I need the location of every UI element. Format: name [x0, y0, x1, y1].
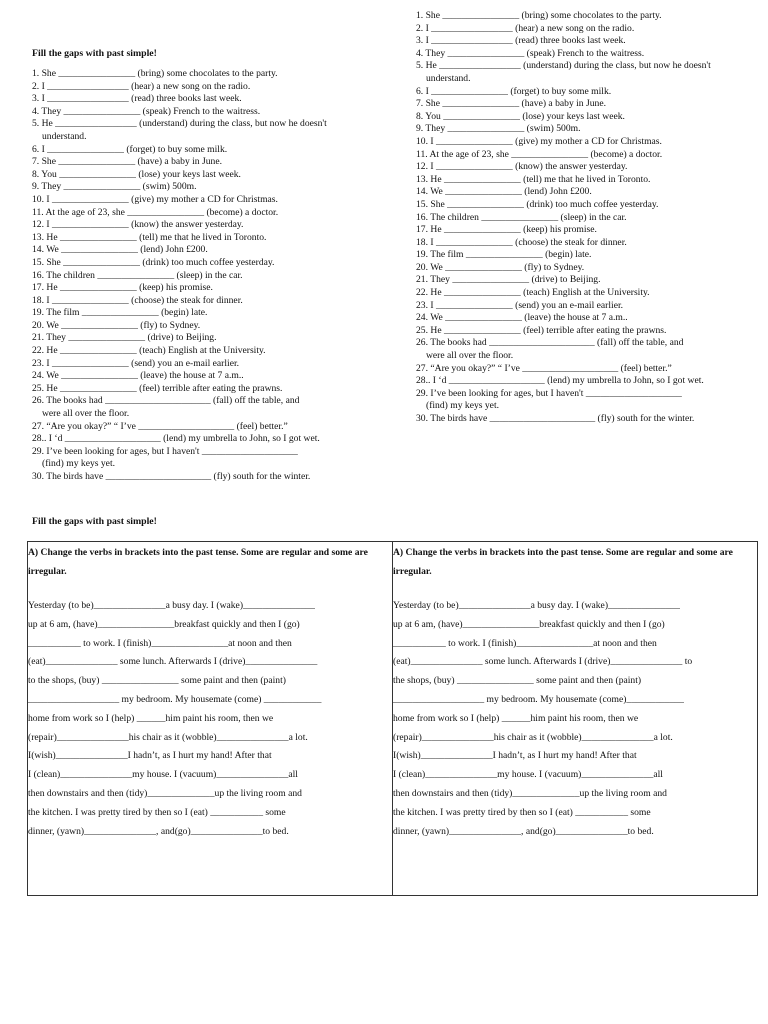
exercise-line: 23. I ________________ (send) you an e-mail earlier.: [416, 299, 624, 311]
exercise-line: 6. I ________________ (forget) to buy some milk.: [32, 143, 228, 155]
exercise-line: 10. I ________________ (give) my mother a CD for Christmas.: [32, 193, 278, 205]
story-line: I(wish)_______________I hadn’t, as I hurt my hand! After that: [28, 750, 272, 762]
exercise-line: 29. I’ve been looking for ages, but I haven't ____________________: [32, 445, 298, 457]
story-line: home from work so I (help) ______him paint his room, then we: [28, 712, 274, 724]
exercise-cell-left: [28, 542, 392, 895]
exercise-line: 9. They ________________ (swim) 500m.: [32, 181, 197, 193]
exercise-item: [416, 60, 766, 85]
exercise-line: 4. They ________________ (speak) French to the waitress.: [416, 47, 645, 59]
exercise-instructions: A) Change the verbs in brackets into the past tense. Some are regular and some are irregular.: [393, 547, 733, 577]
exercise-item: [416, 149, 766, 162]
exercise-box: [27, 541, 758, 896]
exercise-item: [416, 161, 766, 174]
exercise-line: 13. He ________________ (tell) me that he lived in Toronto.: [416, 173, 651, 185]
exercise-item: [416, 337, 766, 362]
exercise-line: 22. He ________________ (teach) English at the University.: [32, 345, 266, 357]
exercise-item: [416, 325, 766, 338]
exercise-item: [416, 249, 766, 262]
story-line: (eat)_______________ some lunch. Afterwards I (drive)_______________ to: [393, 656, 693, 668]
exercise-line: 8. You ________________ (lose) your keys last week.: [416, 110, 625, 122]
exercise-item: [416, 48, 766, 61]
exercise-item: [32, 169, 384, 182]
exercise-item: [32, 244, 384, 257]
exercise-line: 14. We ________________ (lend) John £200.: [32, 244, 208, 256]
exercise-item: [416, 388, 766, 413]
exercise-line-continued: (find) my keys yet.: [42, 458, 116, 470]
exercise-line-continued: were all over the floor.: [426, 350, 514, 362]
exercise-item: [416, 212, 766, 225]
exercise-item: [32, 446, 384, 471]
story-line: home from work so I (help) ______him paint his room, then we: [393, 712, 639, 724]
exercise-item: [416, 86, 766, 99]
exercise-line: 25. He ________________ (feel) terrible after eating the prawns.: [416, 324, 667, 336]
exercise-line: 25. He ________________ (feel) terrible after eating the prawns.: [32, 382, 283, 394]
exercise-line: 12. I ________________ (know) the answer yesterday.: [32, 219, 244, 231]
exercise-line: 27. “Are you okay?” “ I’ve ____________________ (feel) better.”: [32, 420, 288, 432]
exercise-line: 26. The books had ______________________ (fall) off the table, and: [32, 395, 300, 407]
exercise-line: 3. I _________________ (read) three books last week.: [32, 93, 242, 105]
story-line: the shops, (buy) ________________ some paint and then (paint): [393, 675, 642, 687]
exercise-item: [32, 257, 384, 270]
exercise-item: [32, 144, 384, 157]
exercise-cell-right: [392, 542, 757, 895]
exercise-text: [28, 597, 392, 841]
exercise-item: [416, 262, 766, 275]
story-line: dinner, (yawn)_______________, and(go)_______________to bed.: [28, 825, 289, 837]
story-line: then downstairs and then (tidy)______________up the living room and: [393, 787, 667, 799]
exercise-item: [32, 295, 384, 308]
exercise-item: [416, 10, 766, 23]
exercise-item: [32, 395, 384, 420]
exercise-item: [416, 312, 766, 325]
exercise-item: [32, 320, 384, 333]
exercise-item: [416, 23, 766, 36]
exercise-item: [32, 181, 384, 194]
exercise-line: 4. They ________________ (speak) French to the waitress.: [32, 105, 261, 117]
exercise-line-continued: understand.: [426, 72, 471, 84]
exercise-line: 10. I ________________ (give) my mother a CD for Christmas.: [416, 135, 662, 147]
exercise-line: 30. The birds have ______________________ (fly) south for the winter.: [416, 413, 695, 424]
exercise-line: 24. We ________________ (leave) the house at 7 a.m..: [32, 370, 244, 382]
exercise-line: 11. At the age of 23, she ________________ (become) a doctor.: [416, 148, 663, 160]
exercise-item: [32, 194, 384, 207]
story-line: then downstairs and then (tidy)______________up the living room and: [28, 787, 302, 799]
story-line: (repair)_______________his chair as it (wobble)_______________a lot.: [28, 731, 308, 743]
exercise-line: 26. The books had ______________________ (fall) off the table, and: [416, 337, 684, 349]
story-line: ___________ to work. I (finish)________________at noon and then: [28, 637, 292, 649]
exercise-item: [416, 199, 766, 212]
exercise-line: 24. We ________________ (leave) the house at 7 a.m..: [416, 312, 628, 324]
exercise-item: [32, 219, 384, 232]
exercise-line: 7. She ________________ (have) a baby in June.: [416, 98, 606, 110]
exercise-line: 6. I ________________ (forget) to buy some milk.: [416, 85, 612, 97]
exercise-line: 20. We ________________ (fly) to Sydney.: [32, 319, 201, 331]
exercise-line: 5. He _________________ (understand) during the class, but now he doesn't: [416, 60, 711, 72]
exercise-item: [416, 123, 766, 136]
exercise-item: [32, 207, 384, 220]
story-line: Yesterday (to be)_______________a busy day. I (wake)_______________: [28, 600, 315, 611]
story-line: I (clean)_______________my house. I (vacuum)_______________all: [393, 769, 663, 781]
exercise-line: 15. She ________________ (drink) too much coffee yesterday.: [32, 256, 275, 268]
exercise-instructions: A) Change the verbs in brackets into the past tense. Some are regular and some are irregular.: [28, 547, 368, 577]
exercise-line: 19. The film ________________ (begin) late.: [32, 307, 208, 319]
exercise-line: 22. He ________________ (teach) English at the University.: [416, 287, 650, 299]
story-line: to the shops, (buy) ________________ some paint and then (paint): [28, 675, 286, 687]
exercise-item: [32, 106, 384, 119]
story-line: Yesterday (to be)_______________a busy day. I (wake)_______________: [393, 600, 680, 611]
exercise-item: [416, 300, 766, 313]
worksheet-right: [416, 10, 766, 426]
exercise-line-continued: understand.: [42, 130, 87, 142]
worksheet-heading: Fill the gaps with past simple!: [32, 48, 157, 59]
exercise-item: [32, 370, 384, 383]
exercise-item: [32, 93, 384, 106]
worksheet-left: [32, 48, 384, 484]
exercise-item: [32, 421, 384, 434]
section-heading: Fill the gaps with past simple!: [32, 516, 157, 527]
exercise-item: [32, 345, 384, 358]
exercise-item: [32, 383, 384, 396]
exercise-line: 15. She ________________ (drink) too much coffee yesterday.: [416, 198, 659, 210]
exercise-line: 16. The children ________________ (sleep) in the car.: [32, 269, 243, 281]
exercise-list: [416, 10, 766, 426]
exercise-item: [416, 237, 766, 250]
exercise-item: [416, 136, 766, 149]
exercise-line: 1. She ________________ (bring) some chocolates to the party.: [416, 10, 662, 21]
exercise-line: 27. “Are you okay?” “ I’ve ____________________ (feel) better.”: [416, 362, 672, 374]
story-line: the kitchen. I was pretty tired by then so I (eat) ___________ some: [393, 806, 651, 818]
story-line: up at 6 am, (have)________________breakfast quickly and then I (go): [393, 618, 665, 630]
exercise-item: [32, 118, 384, 143]
exercise-item: [32, 156, 384, 169]
exercise-item: [32, 81, 384, 94]
exercise-line-continued: were all over the floor.: [42, 408, 130, 420]
story-line: ___________ to work. I (finish)________________at noon and then: [393, 637, 657, 649]
exercise-text: [393, 597, 757, 841]
exercise-item: [32, 232, 384, 245]
exercise-line: 12. I ________________ (know) the answer yesterday.: [416, 161, 628, 173]
exercise-line: 5. He _________________ (understand) during the class, but now he doesn't: [32, 118, 327, 130]
exercise-line: 30. The birds have ______________________ (fly) south for the winter.: [32, 471, 311, 482]
exercise-line: 29. I’ve been looking for ages, but I haven't ____________________: [416, 387, 682, 399]
exercise-line: 9. They ________________ (swim) 500m.: [416, 123, 581, 135]
story-line: (eat)_______________ some lunch. Afterwards I (drive)_______________: [28, 656, 318, 668]
exercise-line: 19. The film ________________ (begin) late.: [416, 249, 592, 261]
story-line: dinner, (yawn)_______________, and(go)_______________to bed.: [393, 825, 654, 837]
exercise-item: [32, 358, 384, 371]
exercise-item: [32, 282, 384, 295]
exercise-line: 2. I _________________ (hear) a new song on the radio.: [416, 22, 635, 34]
exercise-line: 17. He ________________ (keep) his promise.: [416, 224, 597, 236]
exercise-line: 2. I _________________ (hear) a new song on the radio.: [32, 80, 251, 92]
exercise-line: 23. I ________________ (send) you an e-mail earlier.: [32, 357, 240, 369]
exercise-line: 1. She ________________ (bring) some chocolates to the party.: [32, 68, 278, 79]
story-line: ___________________ my bedroom. My housemate (come)____________: [393, 693, 684, 705]
exercise-item: [32, 332, 384, 345]
story-line: ___________________ my bedroom. My housemate (come) ____________: [28, 693, 322, 705]
exercise-line: 18. I ________________ (choose) the steak for dinner.: [32, 294, 243, 306]
exercise-line-continued: (find) my keys yet.: [426, 400, 500, 412]
story-line: the kitchen. I was pretty tired by then so I (eat) ___________ some: [28, 806, 286, 818]
exercise-item: [416, 413, 766, 426]
exercise-line: 7. She ________________ (have) a baby in June.: [32, 156, 222, 168]
exercise-line: 13. He ________________ (tell) me that he lived in Toronto.: [32, 231, 267, 243]
exercise-item: [416, 274, 766, 287]
exercise-line: 17. He ________________ (keep) his promise.: [32, 282, 213, 294]
exercise-line: 28.. I ‘d ____________________ (lend) my umbrella to John, so I got wet.: [416, 375, 704, 387]
exercise-item: [416, 35, 766, 48]
exercise-line: 11. At the age of 23, she ________________ (become) a doctor.: [32, 206, 279, 218]
exercise-item: [32, 270, 384, 283]
exercise-item: [32, 68, 384, 81]
exercise-item: [32, 307, 384, 320]
exercise-item: [416, 224, 766, 237]
story-line: I (clean)_______________my house. I (vacuum)_______________all: [28, 769, 298, 781]
story-line: (repair)_______________his chair as it (wobble)_______________a lot.: [393, 731, 673, 743]
exercise-line: 3. I _________________ (read) three books last week.: [416, 35, 626, 47]
exercise-item: [416, 375, 766, 388]
exercise-line: 14. We ________________ (lend) John £200.: [416, 186, 592, 198]
exercise-line: 21. They ________________ (drive) to Beijing.: [416, 274, 601, 286]
exercise-item: [416, 98, 766, 111]
exercise-item: [416, 174, 766, 187]
exercise-item: [416, 111, 766, 124]
story-line: up at 6 am, (have)________________breakfast quickly and then I (go): [28, 618, 300, 630]
exercise-line: 8. You ________________ (lose) your keys last week.: [32, 168, 241, 180]
exercise-line: 16. The children ________________ (sleep) in the car.: [416, 211, 627, 223]
exercise-list: [32, 68, 384, 484]
exercise-item: [32, 433, 384, 446]
exercise-line: 20. We ________________ (fly) to Sydney.: [416, 261, 585, 273]
exercise-line: 18. I ________________ (choose) the steak for dinner.: [416, 236, 627, 248]
exercise-item: [416, 363, 766, 376]
exercise-item: [416, 287, 766, 300]
exercise-line: 21. They ________________ (drive) to Beijing.: [32, 332, 217, 344]
exercise-line: 28.. I ‘d ____________________ (lend) my umbrella to John, so I got wet.: [32, 433, 320, 445]
exercise-item: [416, 186, 766, 199]
exercise-item: [32, 471, 384, 484]
story-line: I(wish)_______________I hadn’t, as I hurt my hand! After that: [393, 750, 637, 762]
